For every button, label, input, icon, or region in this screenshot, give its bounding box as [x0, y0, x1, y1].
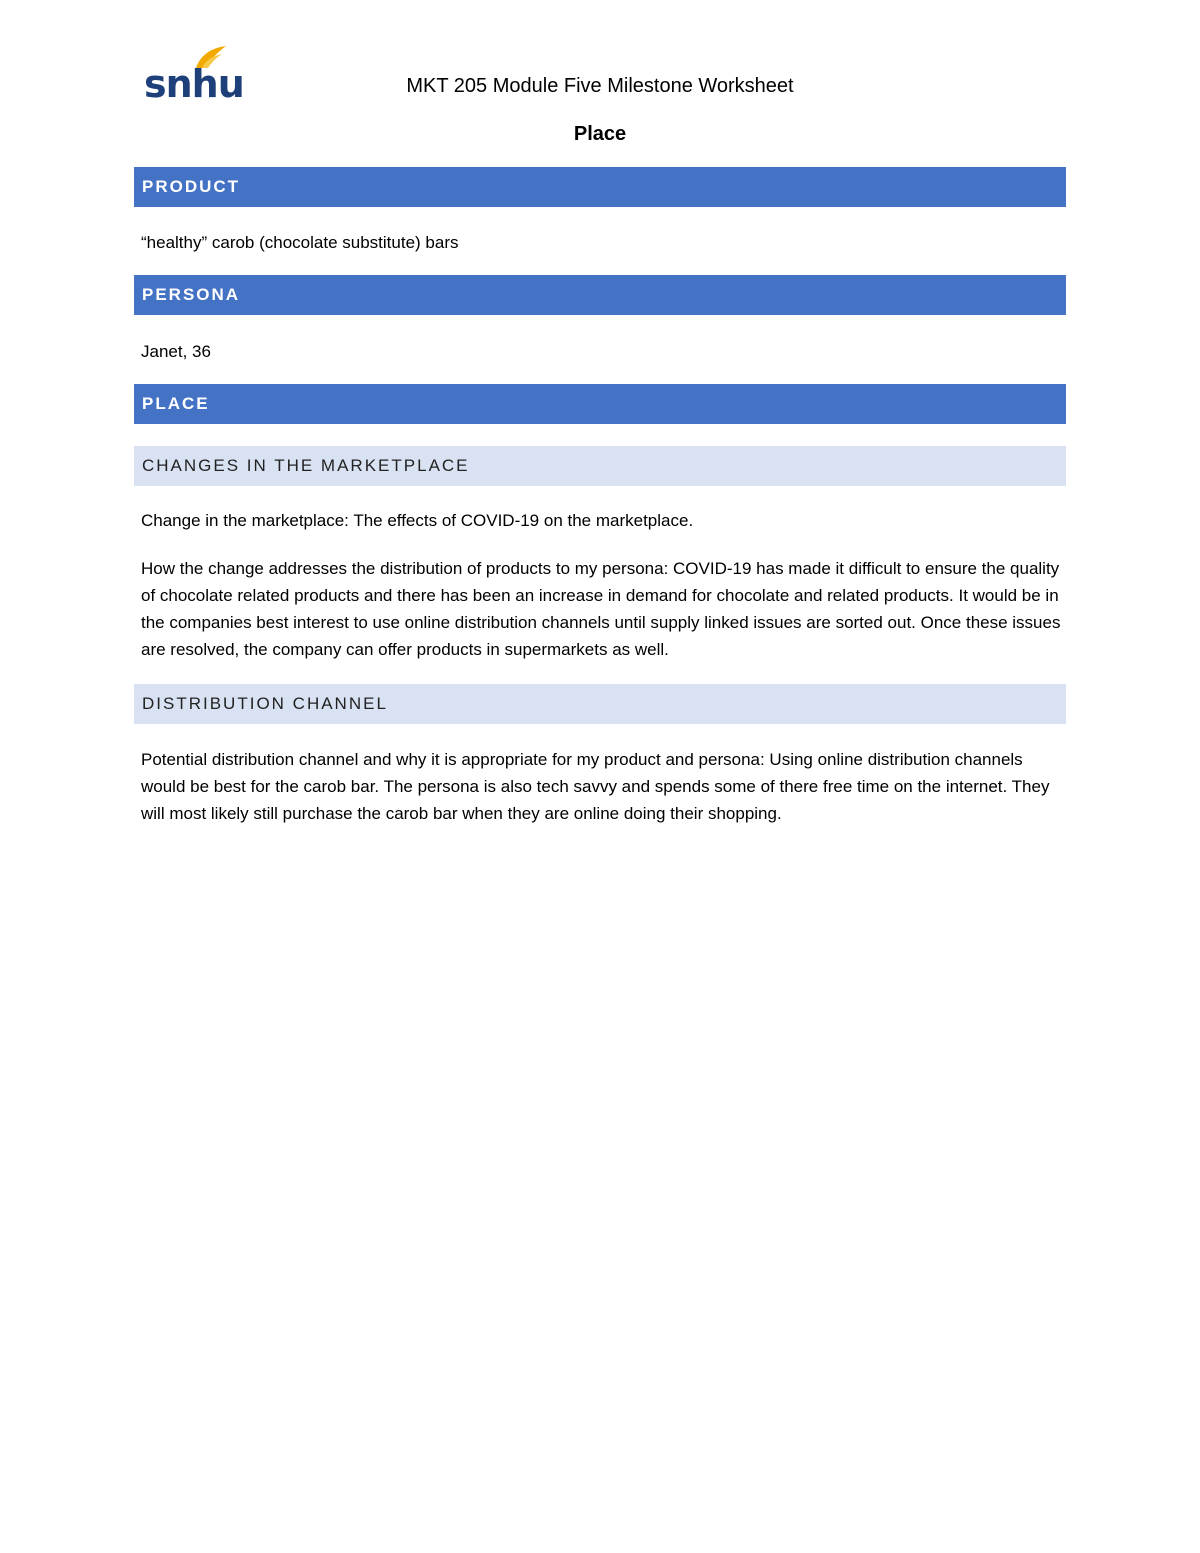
subsection-header-changes: CHANGES IN THE MARKETPLACE	[134, 446, 1066, 486]
changes-paragraph-1: Change in the marketplace: The effects of COVID-19 on the marketplace.	[141, 511, 694, 530]
logo-wordmark: snhu	[144, 62, 244, 106]
subsection-header-distribution: DISTRIBUTION CHANNEL	[134, 684, 1066, 724]
persona-text: Janet, 36	[141, 342, 211, 361]
document-subtitle: Place	[573, 123, 627, 145]
document-title: MKT 205 Module Five Milestone Worksheet	[406, 75, 794, 97]
changes-paragraph-2: How the change addresses the distribution of products to my persona: COVID-19 has made it difficult to ensure the quality of chocolate related products and there has been an increase in demand for chocolate and related products. It would be in the companies best interest to use online distribution channels until supply linked issues are sorted out. Once these issues are resolved, the company can offer products in supermarkets as well.	[141, 559, 1061, 659]
section-header-place: PLACE	[134, 384, 1066, 424]
section-header-persona: PERSONA	[134, 275, 1066, 315]
section-header-product: PRODUCT	[134, 167, 1066, 207]
distribution-paragraph-1: Potential distribution channel and why it is appropriate for my product and persona: Using online distribution channels would be best for the carob bar. The persona is also tech savvy and spends some of there free time on the internet. They will most likely still purchase the carob bar when they are online doing their shopping.	[141, 750, 1050, 823]
product-text: “healthy” carob (chocolate substitute) bars	[141, 233, 459, 252]
